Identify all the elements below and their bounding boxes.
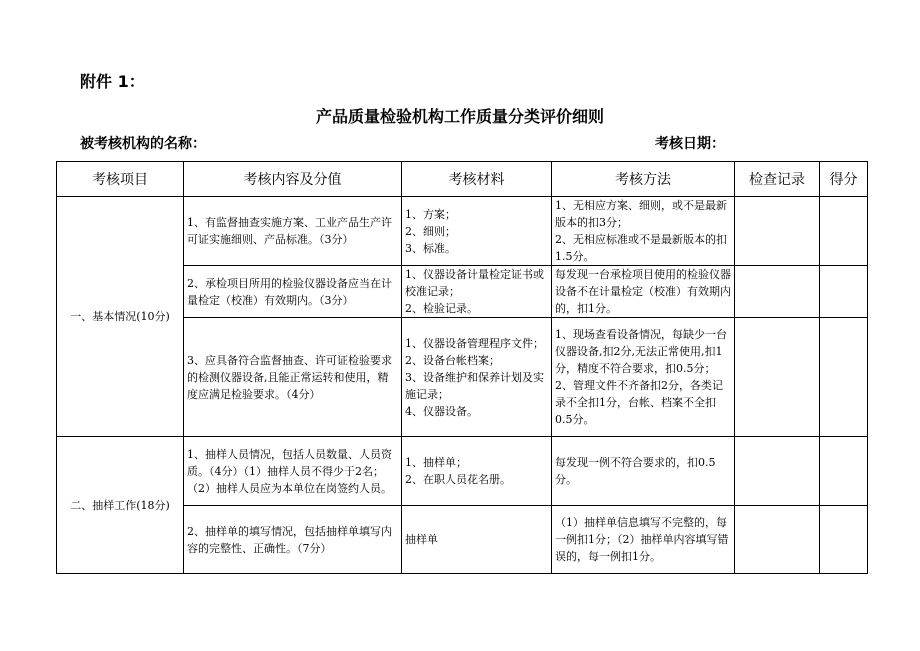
content-cell: 1、有监督抽查实施方案、工业产品生产许可证实施细则、产品标准。（3分） [184,197,402,266]
material-cell: 1、仪器设备计量检定证书或校准记录； 2、检验记录。 [402,266,552,318]
content-cell: 3、应具备符合监督抽查、许可证检验要求的检测仪器设备,且能正常运转和使用，精度应满足检验要求。（4分） [184,318,402,437]
col-header-score: 得分 [820,162,868,197]
content-cell: 2、承检项目所用的检验仪器设备应当在计量检定（校准）有效期内。（3分） [184,266,402,318]
col-header-content: 考核内容及分值 [184,162,402,197]
table-row [57,197,868,266]
record-cell[interactable] [735,197,820,266]
method-cell: 每发现一台承检项目使用的检验仪器设备不在计量检定（校准）有效期内的，扣1分。 [552,266,735,318]
org-name-label: 被考核机构的名称： [80,136,206,152]
score-cell[interactable] [820,197,868,266]
score-cell[interactable] [820,437,868,506]
material-cell: 抽样单 [402,506,552,574]
document-title: 产品质量检验机构工作质量分类评价细则 [315,107,604,126]
method-cell: 1、现场查看设备情况，每缺少一台仪器设备,扣2分,无法正常使用,扣1分，精度不符合要求，扣0.5分； 2、管理文件不齐备扣2分，各类记录不全扣1分，台帐、档案不全扣0.5分。 [552,318,735,437]
evaluation-table [56,161,868,574]
table-header-row [57,162,868,197]
col-header-record: 检查记录 [735,162,820,197]
table-row [57,437,868,506]
attachment-label: 附件 1： [80,72,145,91]
score-cell[interactable] [820,318,868,437]
material-cell: 1、仪器设备管理程序文件； 2、设备台帐档案； 3、设备维护和保养计划及实施记录； 4、仪器设备。 [402,318,552,437]
method-cell: 1、无相应方案、细则，或不是最新版本的扣3分； 2、无相应标准或不是最新版本的扣1.5分。 [552,197,735,266]
col-header-item: 考核项目 [57,162,184,197]
material-cell: 1、抽样单； 2、在职人员花名册。 [402,437,552,506]
content-cell: 1、抽样人员情况，包括人员数量、人员资质。（4分）（1）抽样人员不得少于2名；（2）抽样人员应为本单位在岗签约人员。 [184,437,402,506]
review-date-label: 考核日期： [655,136,725,152]
score-cell[interactable] [820,506,868,574]
method-cell: （1）抽样单信息填写不完整的，每一例扣1分；（2）抽样单内容填写错误的，每一例扣1分。 [552,506,735,574]
record-cell[interactable] [735,266,820,318]
col-header-method: 考核方法 [552,162,735,197]
method-cell: 每发现一例不符合要求的，扣0.5分。 [552,437,735,506]
item-cell: 二、抽样工作(18分) [57,437,184,574]
record-cell[interactable] [735,318,820,437]
content-cell: 2、抽样单的填写情况，包括抽样单填写内容的完整性、正确性。（7分） [184,506,402,574]
material-cell: 1、方案； 2、细则； 3、标准。 [402,197,552,266]
col-header-material: 考核材料 [402,162,552,197]
record-cell[interactable] [735,437,820,506]
record-cell[interactable] [735,506,820,574]
item-cell: 一、基本情况(10分) [57,197,184,437]
score-cell[interactable] [820,266,868,318]
